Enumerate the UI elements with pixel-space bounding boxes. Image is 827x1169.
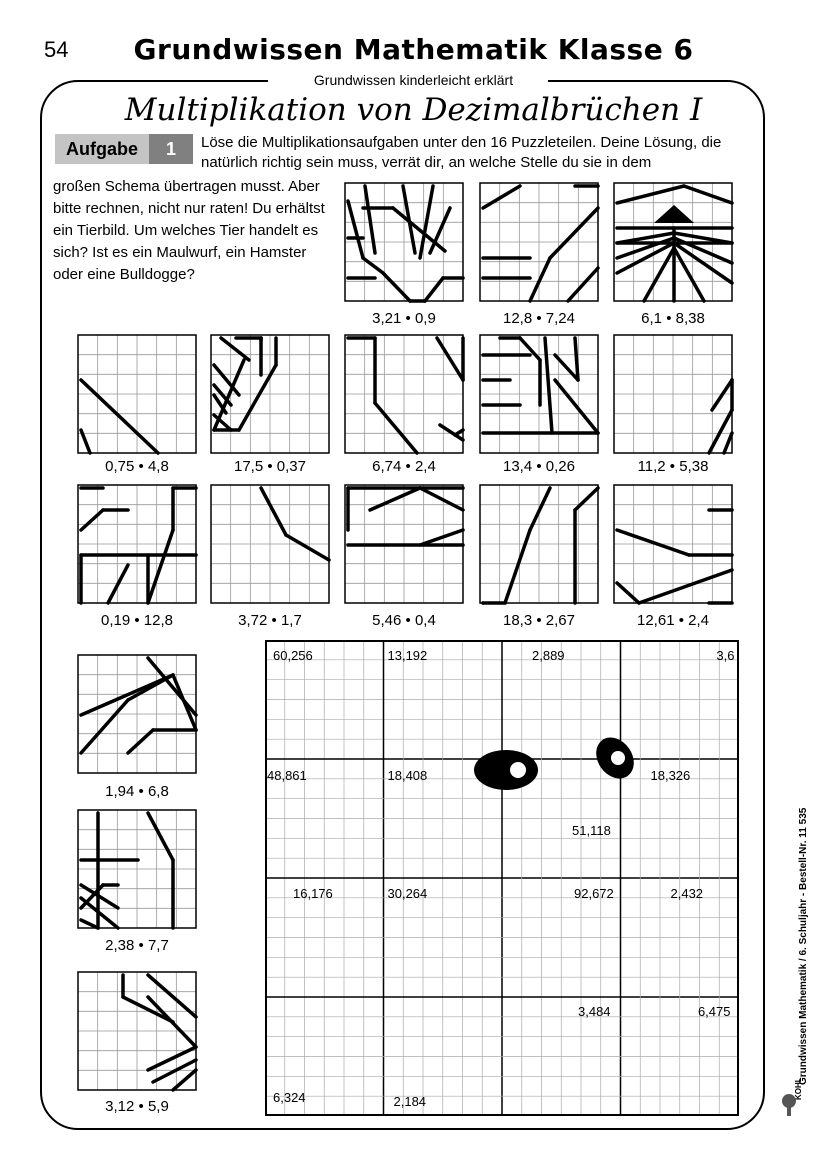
grid-value-r1c3: 2,889 [532, 648, 565, 663]
worksheet-title: Multiplikation von Dezimalbrüchen I [124, 92, 703, 128]
grid-value-r3c1: 16,176 [293, 886, 333, 901]
puzzle-piece-label-2: 12,8 • 7,24 [503, 310, 575, 327]
puzzle-piece-label-16: 3,12 • 5,9 [105, 1098, 169, 1115]
puzzle-piece-12 [478, 483, 600, 605]
puzzle-piece-13 [612, 483, 734, 605]
grid-value-r1c1: 60,256 [273, 648, 313, 663]
grid-value-r3c4: 2,432 [670, 886, 704, 901]
grid-value-r2c1: 48,861 [267, 768, 307, 783]
main-title: Grundwissen Mathematik Klasse 6 [133, 33, 694, 66]
solution-grid [265, 640, 739, 1116]
puzzle-piece-3 [612, 181, 734, 303]
grid-value-r2c4: 18,326 [650, 768, 691, 783]
puzzle-piece-2 [478, 181, 600, 303]
intro-text-left: großen Schema übertragen musst. Aber bitte rechnen, nicht nur raten! Du erhältst ein Tierbild. Um welches Tier handelt es sich? Ist es ein Maulwurf, ein Hamster oder eine Bulldogge? [53, 178, 325, 283]
puzzle-piece-label-6: 6,74 • 2,4 [372, 458, 436, 475]
puzzle-piece-label-8: 11,2 • 5,38 [637, 458, 709, 475]
puzzle-piece-11 [343, 483, 465, 605]
puzzle-piece-10 [209, 483, 331, 605]
puzzle-piece-label-11: 5,46 • 0,4 [372, 612, 436, 629]
grid-value-r4c4: 6,475 [697, 1004, 731, 1019]
grid-value-r2c2: 18,408 [387, 768, 428, 783]
puzzle-piece-9 [76, 483, 198, 605]
task-number: 1 [149, 134, 193, 164]
puzzle-piece-4 [76, 333, 198, 455]
page-number: 54 [44, 37, 69, 62]
puzzle-piece-label-13: 12,61 • 2,4 [637, 612, 709, 629]
grid-value-r1c4: 3,6 [716, 648, 735, 663]
puzzle-piece-label-9: 0,19 • 12,8 [101, 612, 173, 629]
grid-value-r4c1: 6,324 [273, 1090, 306, 1105]
puzzle-piece-label-12: 18,3 • 2,67 [503, 612, 575, 629]
puzzle-piece-7 [478, 333, 600, 455]
eye-left [474, 750, 538, 790]
puzzle-piece-label-7: 13,4 • 0,26 [503, 458, 575, 475]
eye-right-pupil [611, 751, 625, 765]
grid-value-r2c3: 51,118 [572, 823, 611, 838]
puzzle-piece-14 [76, 653, 198, 775]
intro-text-top: Löse die Multiplikationsaufgaben unter den 16 Puzzleteilen. Deine Lösung, die natürlich richtig sein muss, verrät dir, an welche Stelle du sie in dem [201, 134, 722, 171]
puzzle-piece-15 [76, 808, 198, 930]
subtitle: Grundwissen kinderleicht erklärt [313, 72, 514, 88]
task-label: Aufgabe [55, 134, 149, 164]
puzzle-piece-label-5: 17,5 • 0,37 [234, 458, 306, 475]
grid-value-r4c3: 3,484 [578, 1004, 611, 1019]
grid-value-r3c2: 30,264 [387, 886, 428, 901]
grid-value-r4c2: 2,184 [393, 1094, 427, 1109]
puzzle-piece-5 [209, 333, 331, 455]
puzzle-piece-1 [343, 181, 465, 303]
puzzle-piece-label-1: 3,21 • 0,9 [372, 310, 436, 327]
puzzle-piece-6 [343, 333, 465, 455]
puzzle-piece-label-10: 3,72 • 1,7 [238, 612, 302, 629]
grid-value-r3c3: 92,672 [574, 886, 614, 901]
sidebar-order-text: Grundwissen Mathematik / 6. Schuljahr - Bestell-Nr. 11 535 [798, 807, 809, 1085]
puzzle-piece-label-4: 0,75 • 4,8 [105, 458, 169, 475]
puzzle-piece-8 [612, 333, 734, 455]
puzzle-piece-label-15: 2,38 • 7,7 [105, 937, 169, 954]
puzzle-piece-16 [76, 970, 198, 1092]
publisher-name: KOHL [794, 1077, 803, 1100]
puzzle-piece-label-14: 1,94 • 6,8 [105, 783, 169, 800]
eye-left-pupil [510, 762, 526, 778]
grid-value-r1c2: 13,192 [387, 648, 428, 663]
tree-icon [776, 1092, 802, 1118]
puzzle-piece-label-3: 6,1 • 8,38 [641, 310, 705, 327]
